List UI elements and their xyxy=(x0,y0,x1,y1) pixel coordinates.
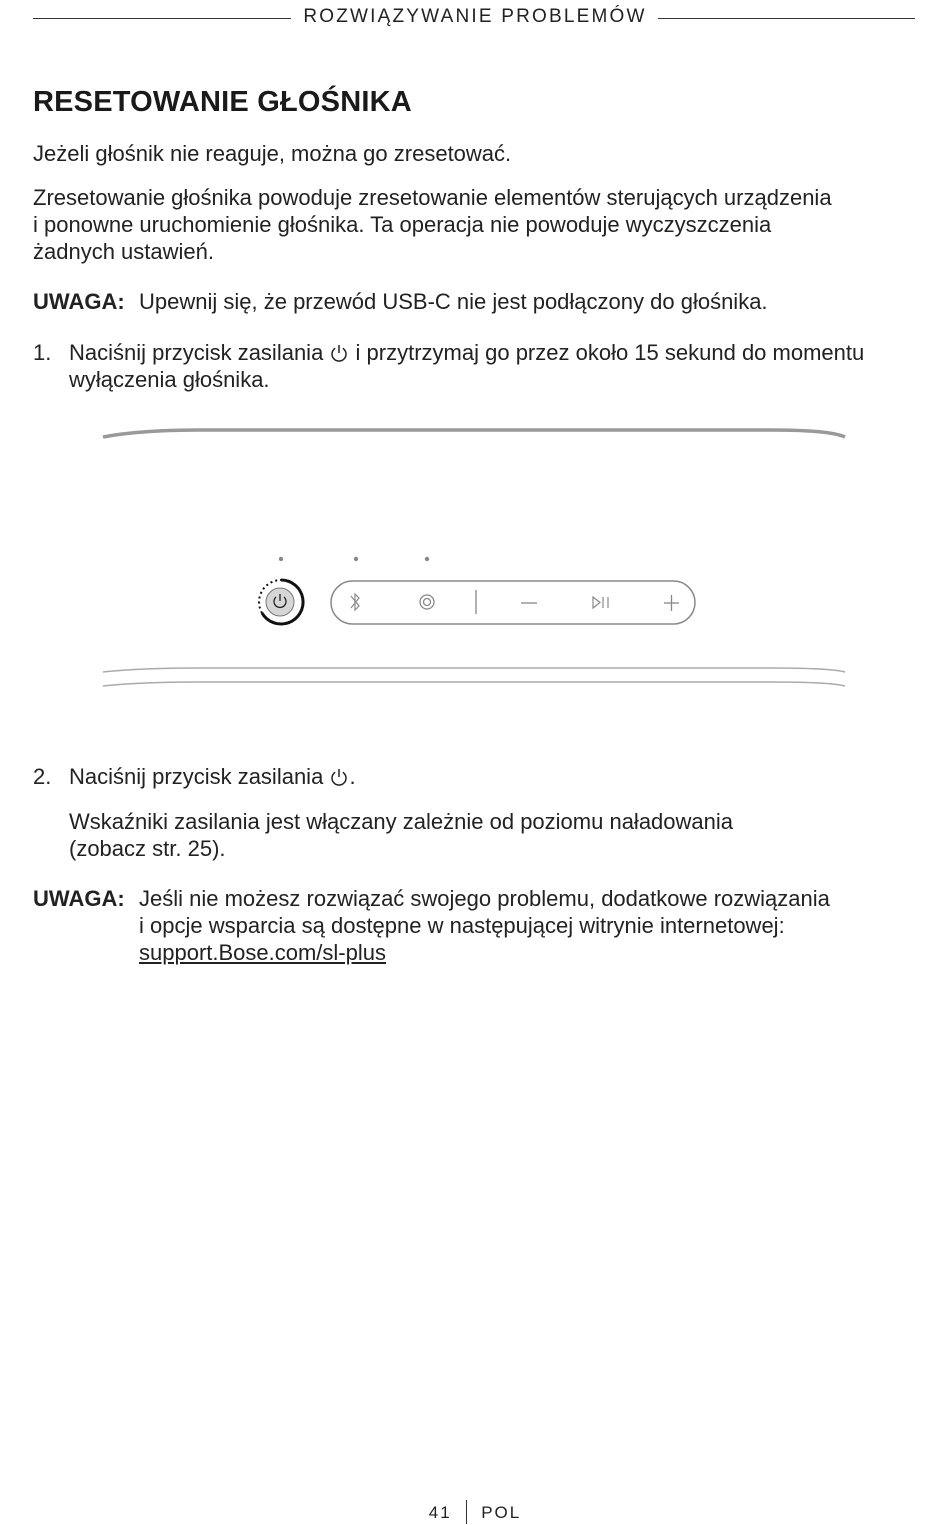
language-code: POL xyxy=(481,1503,522,1522)
description-line: Zresetowanie głośnika powoduje zresetowanie elementów sterujących urządzenia xyxy=(33,185,832,210)
power-icon xyxy=(329,767,349,787)
note-support xyxy=(33,885,913,966)
speaker-bottom-edge-lower xyxy=(103,682,845,686)
step-number: 1. xyxy=(33,340,52,365)
speaker-bottom-edge xyxy=(103,668,845,672)
step-1 xyxy=(33,339,913,393)
page-footer xyxy=(0,1500,950,1524)
step-text: Naciśnij przycisk zasilania . xyxy=(69,764,356,789)
page-title: RESETOWANIE GŁOŚNIKA xyxy=(33,86,412,118)
description-line: żadnych ustawień. xyxy=(33,239,214,264)
bluetooth-icon xyxy=(351,594,359,610)
intro-text: Jeżeli głośnik nie reaguje, można go zresetować. xyxy=(33,141,512,166)
play-pause-icon xyxy=(593,597,608,608)
step-number: 2. xyxy=(33,764,52,789)
description-line: i ponowne uruchomienie głośnika. Ta operacja nie powoduje wyczyszczenia xyxy=(33,212,772,237)
power-button-illustration xyxy=(259,580,303,624)
note-label: UWAGA: xyxy=(33,289,125,314)
description-text xyxy=(33,184,832,265)
footer-separator xyxy=(466,1500,468,1524)
step-text: Naciśnij przycisk zasilania i przytrzymaj go przez około 15 sekund do momentu wyłączenia głośnika. xyxy=(69,340,865,392)
power-icon xyxy=(329,343,349,363)
note-usb xyxy=(33,288,913,315)
section-title: ROZWIĄZYWANIE PROBLEMÓW xyxy=(0,6,950,28)
note-text: Upewnij się, że przewód USB-C nie jest podłączony do głośnika. xyxy=(139,289,768,314)
step-2-detail: Wskaźniki zasilania jest włączany zależnie od poziomu naładowania (zobacz str. 25). xyxy=(69,809,734,861)
volume-up-icon xyxy=(664,595,679,611)
page-number: 41 xyxy=(428,1503,452,1522)
action-icon xyxy=(420,595,434,609)
support-link[interactable]: support.Bose.com/sl-plus xyxy=(139,940,386,965)
indicator-light xyxy=(279,557,283,561)
step-2 xyxy=(33,763,913,790)
note-label: UWAGA: xyxy=(33,886,125,911)
indicator-light xyxy=(354,557,358,561)
speaker-controls-illustration xyxy=(0,420,950,700)
control-bar xyxy=(331,581,695,624)
note-text: Jeśli nie możesz rozwiązać swojego problemu, dodatkowe rozwiązania i opcje wsparcia są dostępne w następującej witrynie internetowej: support.Bose.com/sl-plus xyxy=(139,886,830,965)
speaker-top-edge xyxy=(103,430,845,437)
indicator-light xyxy=(425,557,429,561)
